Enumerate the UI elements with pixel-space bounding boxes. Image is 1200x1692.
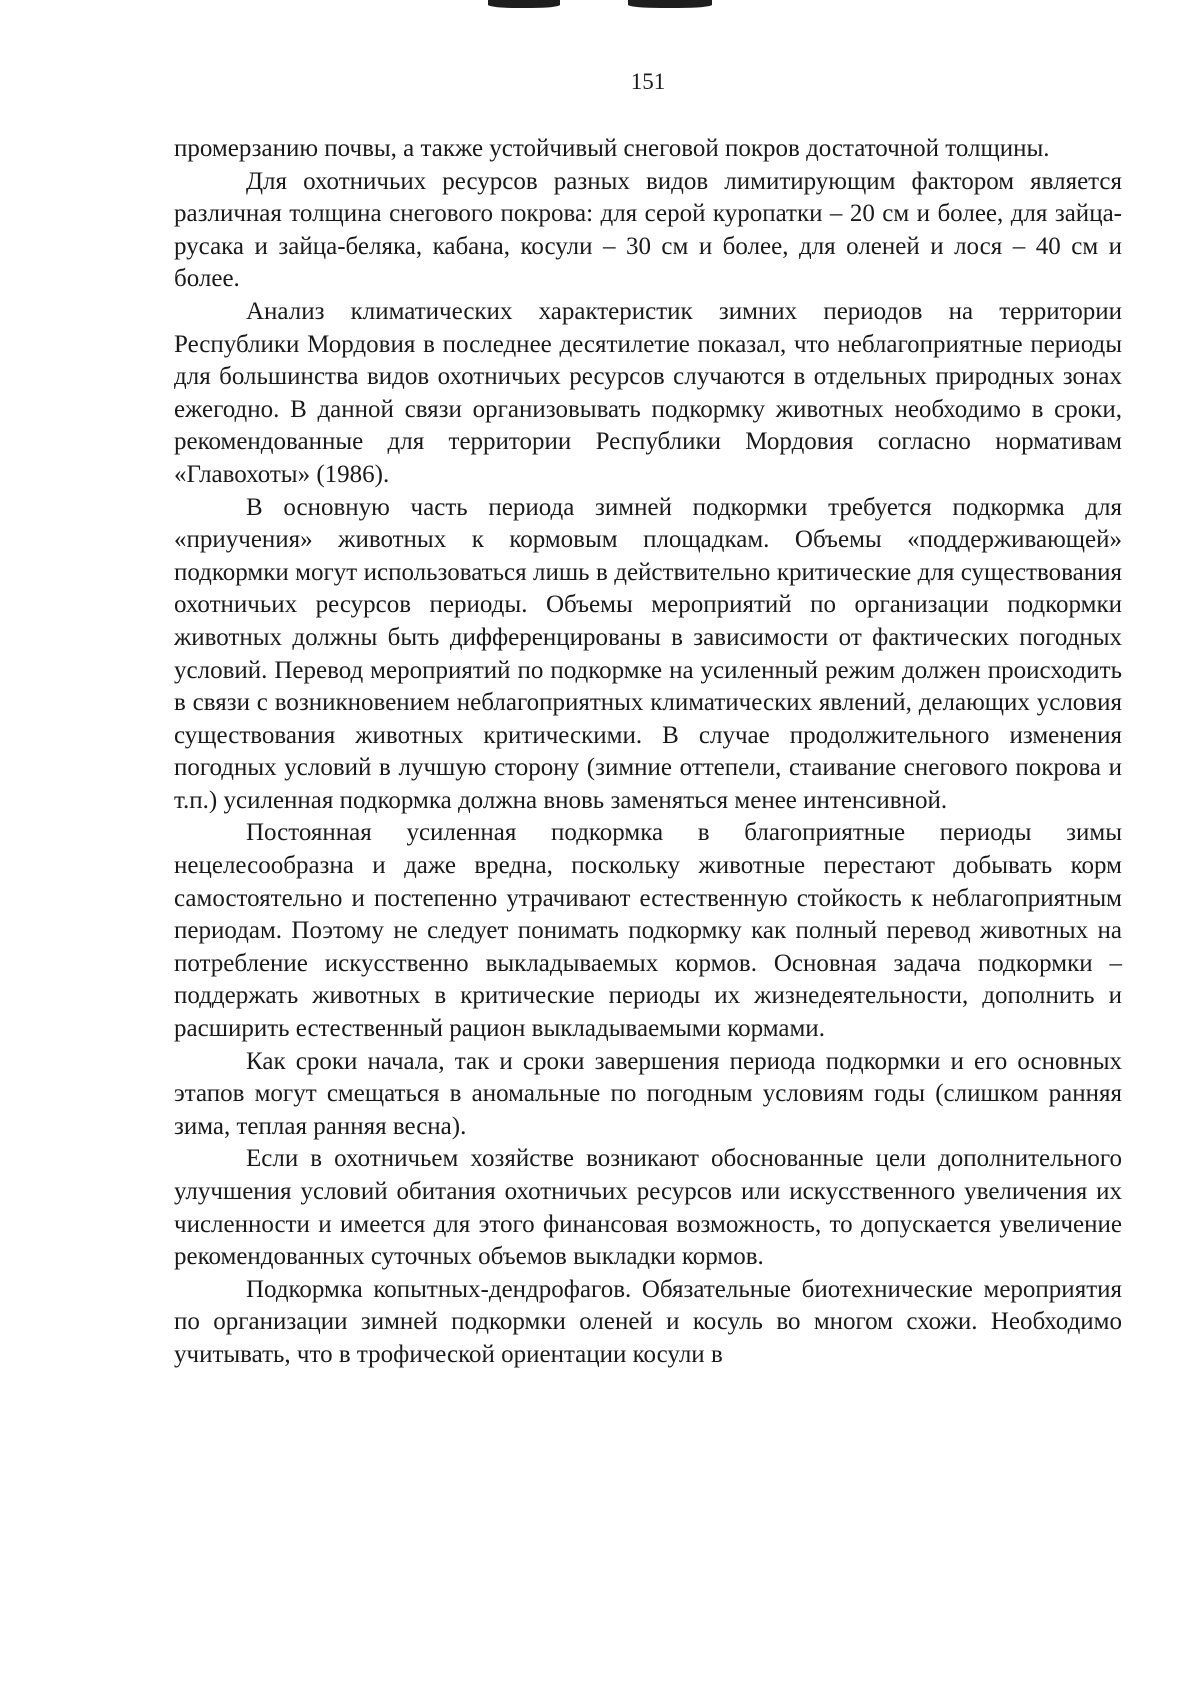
- page-number: 151: [630, 69, 666, 94]
- document-body: [174, 133, 1122, 1372]
- paragraph: Постоянная усиленная подкормка в благоприятные периоды зимы нецелесообразна и даже вредна, поскольку животные перестают добывать корм самостоятельно и постепенно утрачивают естественную стойкость к неблагоприятным периодам. Поэтому не следует понимать подкормку как полный перевод животных на потребление искусственно выкладываемых кормов. Основная задача подкормки – поддержать животных в критические периоды их жизнедеятельности, дополнить и расширить естественный рацион выкладываемыми кормами.: [174, 819, 1122, 1043]
- paragraph: Для охотничьих ресурсов разных видов лимитирующим фактором является различная толщина снегового покрова: для серой куропатки – 20 см и более, для зайца-русака и зайца-беляка, кабана, косули – 30 см и более, для оленей и лося – 40 см и более.: [174, 167, 1122, 293]
- paragraph: промерзанию почвы, а также устойчивый снеговой покров достаточной толщины.: [174, 135, 1050, 162]
- paragraph: Как сроки начала, так и сроки завершения периода подкормки и его основных этапов могут смещаться в аномальные по погодным условиям годы (слишком ранняя зима, теплая ранняя весна).: [174, 1047, 1122, 1140]
- paragraph: Подкормка копытных-дендрофагов. Обязательные биотехнические мероприятия по организации зимней подкормки оленей и косуль во многом схожи. Необходимо учитывать, что в трофической ориентации косули в: [174, 1275, 1122, 1368]
- scan-binding-mark: [628, 0, 712, 8]
- paragraph: Анализ климатических характеристик зимних периодов на территории Республики Мордовия в последнее десятилетие показал, что неблагоприятные периоды для большинства видов охотничьих ресурсов случаются в отдельных природных зонах ежегодно. В данной связи организовывать подкормку животных необходимо в сроки, рекомендованные для территории Республики Мордовия согласно нормативам «Главохоты» (1986).: [174, 297, 1122, 488]
- paragraph: В основную часть периода зимней подкормки требуется подкормка для «приучения» животных к кормовым площадкам. Объемы «поддерживающей» подкормки могут использоваться лишь в действительно критические для существования охотничьих ресурсов периоды. Объемы мероприятий по организации подкормки животных должны быть дифференцированы в зависимости от фактических погодных условий. Перевод мероприятий по подкормке на усиленный режим должен происходить в связи с возникновением неблагоприятных климатических явлений, делающих условия существования животных критическими. В случае продолжительного изменения погодных условий в лучшую сторону (зимние оттепели, стаивание снегового покрова и т.п.) усиленная подкормка должна вновь заменяться менее интенсивной.: [174, 493, 1122, 814]
- scan-binding-mark: [488, 0, 560, 8]
- paragraph: Если в охотничьем хозяйстве возникают обоснованные цели дополнительного улучшения условий обитания охотничьих ресурсов или искусственного увеличения их численности и имеется для этого финансовая возможность, то допускается увеличение рекомендованных суточных объемов выкладки кормов.: [174, 1145, 1122, 1271]
